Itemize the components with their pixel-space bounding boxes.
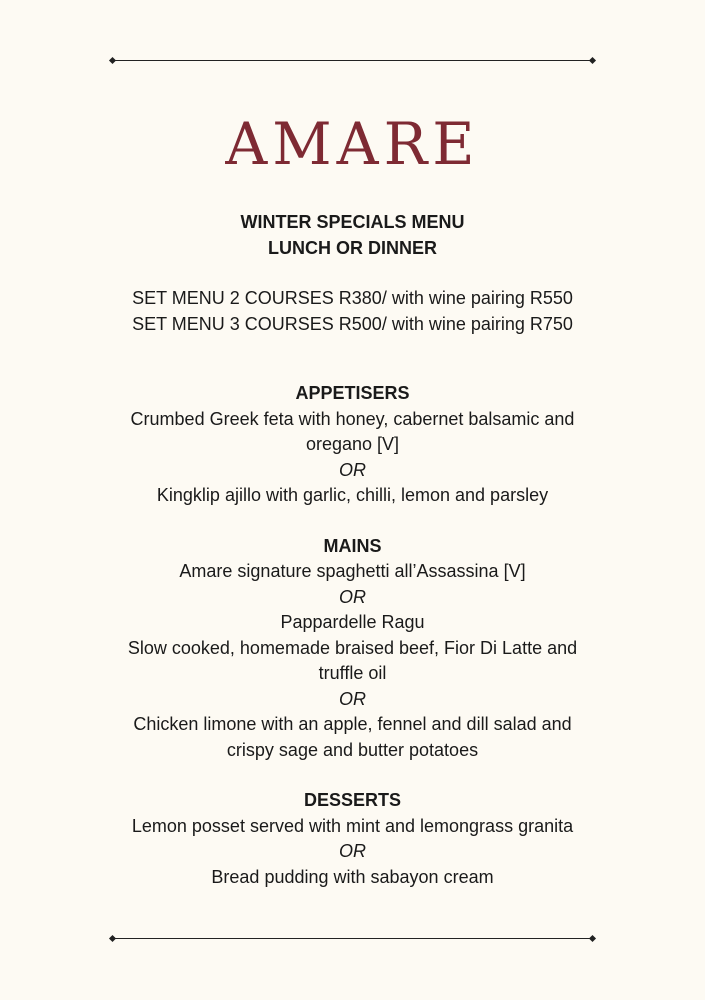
top-divider <box>113 60 592 61</box>
main-item-3-line-2: crispy sage and butter potatoes <box>226 739 479 760</box>
menu-title <box>0 210 705 261</box>
desserts-heading: DESSERTS <box>303 790 402 810</box>
main-or-1: OR <box>339 586 366 607</box>
menu-content <box>0 210 705 890</box>
dessert-item-1: Lemon posset served with mint and lemongrass granita <box>131 815 574 836</box>
bottom-divider <box>113 938 592 939</box>
amare-logo: AMARE <box>225 110 480 178</box>
main-item-2-desc-line-1: Slow cooked, homemade braised beef, Fior Di Latte and <box>127 637 578 658</box>
appetisers-heading: APPETISERS <box>295 383 410 403</box>
appetiser-or: OR <box>339 459 366 480</box>
main-item-3-line-1: Chicken limone with an apple, fennel and dill salad and <box>133 714 572 734</box>
price-line-3-courses: SET MENU 3 COURSES R500/ with wine pairing R750 <box>132 313 573 334</box>
dessert-item-2: Bread pudding with sabayon cream <box>211 866 494 887</box>
desserts-section <box>0 788 705 890</box>
appetisers-section <box>0 381 705 509</box>
dessert-or: OR <box>339 841 366 861</box>
set-menu-pricing <box>0 286 705 337</box>
menu-title-line-2: LUNCH OR DINNER <box>268 237 437 258</box>
mains-section <box>0 534 705 764</box>
appetiser-item-1-line-1: Crumbed Greek feta with honey, cabernet balsamic and <box>130 408 575 429</box>
main-or-2: OR <box>339 688 366 709</box>
main-item-2-desc-line-2: truffle oil <box>318 663 387 683</box>
main-item-1: Amare signature spaghetti all’Assassina [V] <box>179 561 526 581</box>
menu-title-line-1: WINTER SPECIALS MENU <box>240 212 465 232</box>
price-line-2-courses: SET MENU 2 COURSES R380/ with wine pairing R550 <box>132 288 573 308</box>
main-item-2-title: Pappardelle Ragu <box>280 612 425 632</box>
appetiser-item-1-line-2: oregano [V] <box>305 434 400 454</box>
mains-heading: MAINS <box>323 535 382 556</box>
appetiser-item-2: Kingklip ajillo with garlic, chilli, lemon and parsley <box>156 485 549 505</box>
